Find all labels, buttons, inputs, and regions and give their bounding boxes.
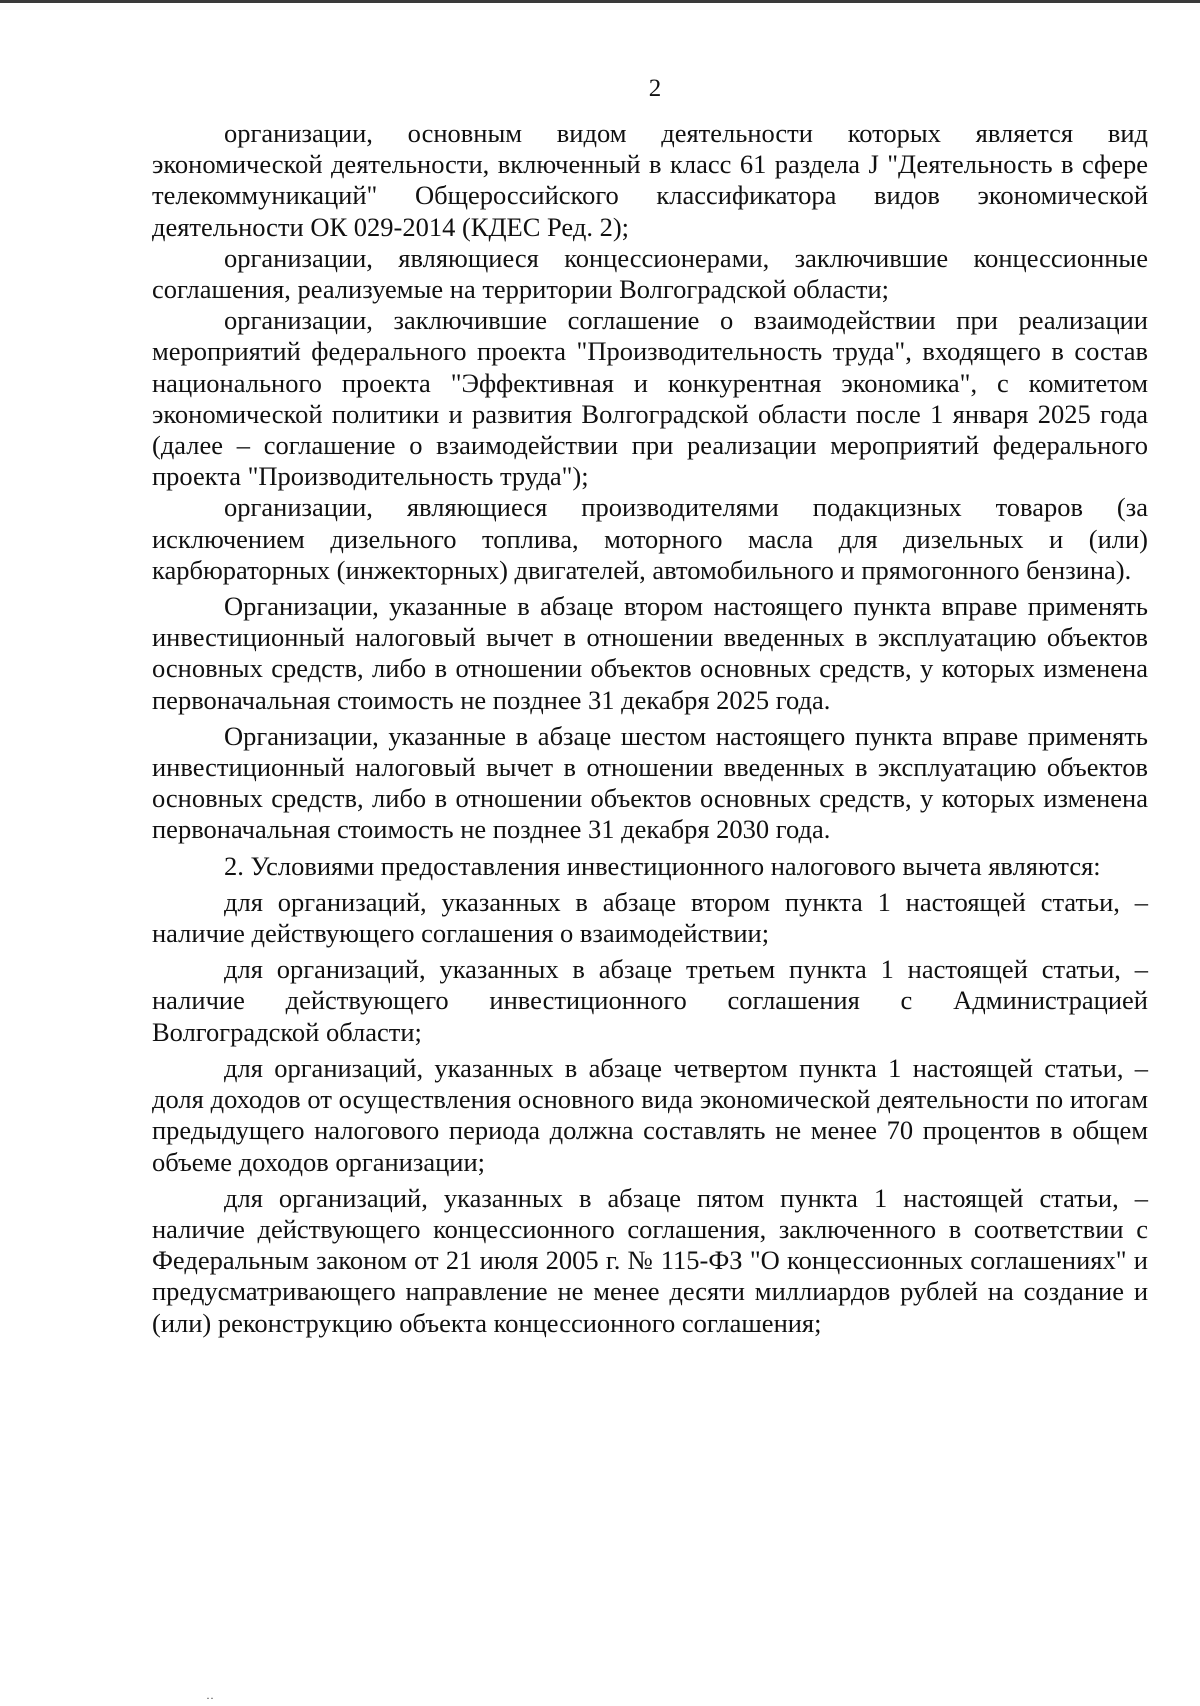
paragraph-concessionaires: организации, являющиеся концессионерами, заключившие концессионные соглашения, реализуемые на территории Волгоградской области; xyxy=(152,242,1148,305)
paragraph-deadline-2030: Организации, указанные в абзаце шестом настоящего пункта вправе применять инвестиционный налоговый вычет в отношении введенных в эксплуатацию объектов основных средств, либо в отношении объектов основных средств, у которых изменена первоначальная стоимость не позднее 31 декабря 2030 года. xyxy=(152,720,1148,845)
scan-top-edge xyxy=(0,0,1200,3)
paragraph-condition-income-share: для организаций, указанных в абзаце четвертом пункта 1 настоящей статьи, – доля доходов от осуществления основного вида экономической деятельности по итогам предыдущего налогового периода должна составлять не менее 70 процентов в общем объеме доходов организации; xyxy=(152,1052,1148,1177)
paragraph-condition-interaction-agreement: для организаций, указанных в абзаце втором пункта 1 настоящей статьи, – наличие действующего соглашения о взаимодействии; xyxy=(152,886,1148,949)
paragraph-labor-productivity: организации, заключившие соглашение о взаимодействии при реализации мероприятий федерального проекта "Производительность труда", входящего в состав национального проекта "Эффективная и конкурентная экономика", с комитетом экономической политики и развития Волгоградской области после 1 января 2025 года (далее – соглашение о взаимодействии при реализации мероприятий федерального проекта "Производительность труда"); xyxy=(152,305,1148,492)
paragraph-conditions-heading: 2. Условиями предоставления инвестиционного налогового вычета являются: xyxy=(224,850,1101,881)
scan-artifact-mark: ·· xyxy=(206,1691,214,1705)
paragraph-deadline-2025: Организации, указанные в абзаце втором настоящего пункта вправе применять инвестиционный налоговый вычет в отношении введенных в эксплуатацию объектов основных средств, либо в отношении объектов основных средств, у которых изменена первоначальная стоимость не позднее 31 декабря 2025 года. xyxy=(152,591,1148,715)
paragraph-excise-producers: организации, являющиеся производителями подакцизных товаров (за исключением дизельного топлива, моторного масла для дизельных и (или) карбюраторных (инжекторных) двигателей, автомобильного и прямогонного бензина). xyxy=(152,492,1148,585)
page-number: 2 xyxy=(648,75,662,102)
paragraph-telecom-organizations: организации, основным видом деятельности которых является вид экономической деятельности, включенный в класс 61 раздела J "Деятельность в сфере телекоммуникаций" Общероссийского классификатора видов экономической деятельности ОК 029-2014 (КДЕС Ред. 2); xyxy=(152,118,1148,242)
document-body xyxy=(152,118,1148,1339)
paragraph-condition-concession-agreement: для организаций, указанных в абзаце пятом пункта 1 настоящей статьи, – наличие действующего концессионного соглашения, заключенного в соответствии с Федеральным законом от 21 июля 2005 г. № 115-ФЗ "О концессионных соглашениях" и предусматривающего направление не менее десяти миллиардов рублей на создание и (или) реконструкцию объекта концессионного соглашения; xyxy=(152,1182,1148,1338)
paragraph-condition-investment-agreement: для организаций, указанных в абзаце третьем пункта 1 настоящей статьи, – наличие действующего инвестиционного соглашения с Администрацией Волгоградской области; xyxy=(152,954,1148,1047)
